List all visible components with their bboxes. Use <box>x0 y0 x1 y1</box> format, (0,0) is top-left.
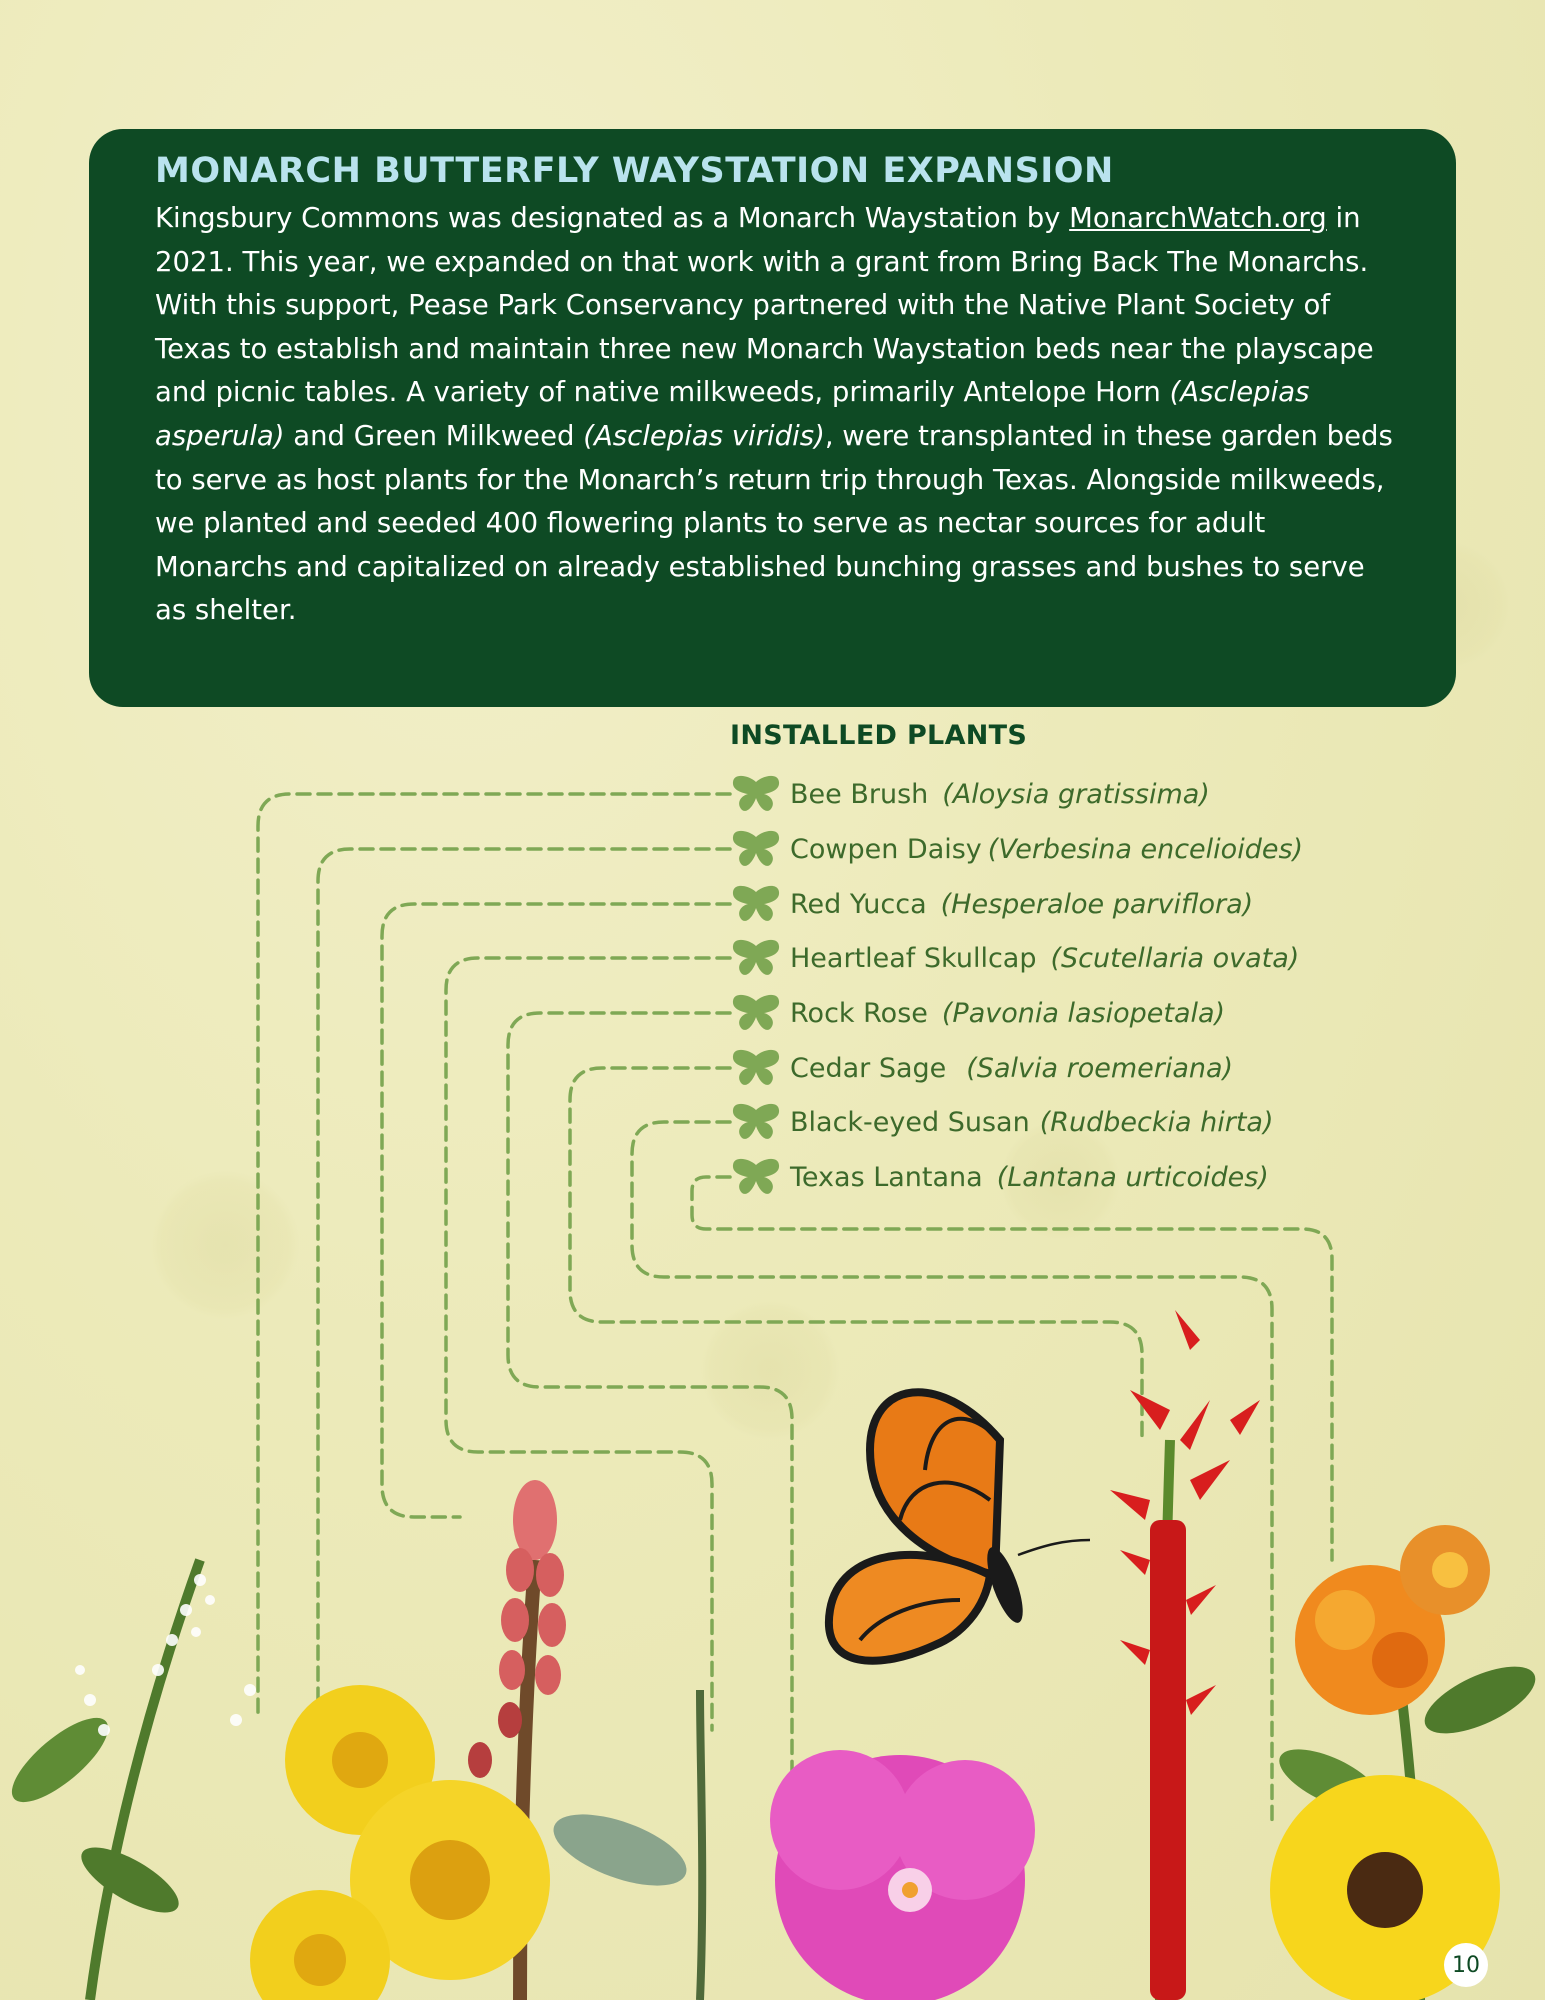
plant-scientific-name: (Aloysia gratissima) <box>942 778 1210 810</box>
body-text: Kingsbury Commons was designated as a Monarch Waystation by <box>155 202 1070 234</box>
monarchwatch-link[interactable]: MonarchWatch.org <box>1069 202 1327 234</box>
plant-common-name: Cowpen Daisy <box>790 833 982 865</box>
plant-scientific-name: (Salvia roemeriana) <box>966 1052 1234 1084</box>
plant-common-name: Cedar Sage <box>790 1052 947 1084</box>
plant-common-name: Texas Lantana <box>790 1161 983 1193</box>
plant-common-name: Black-eyed Susan <box>790 1106 1030 1138</box>
plant-common-name: Rock Rose <box>790 997 928 1029</box>
article-title: MONARCH BUTTERFLY WAYSTATION EXPANSION <box>155 151 1114 191</box>
plant-scientific-name: (Verbesina encelioides) <box>987 833 1304 865</box>
body-text: and Green Milkweed <box>284 419 584 452</box>
installed-plants-title: INSTALLED PLANTS <box>730 720 1028 751</box>
page-number: 10 <box>1444 1943 1488 1987</box>
plant-scientific-name: (Rudbeckia hirta) <box>1039 1106 1274 1138</box>
rock-rose <box>770 1750 1035 2000</box>
monarch-butterfly-icon <box>829 1392 1090 1661</box>
body-text: , were transplanted in these garden beds to serve as host plants for the Monarch’s return trip through Texas. Alongside milkweeds, we planted and seeded 400 flowering plants to serve as nectar sources for adult Monarchs and capitalized on already established bunching grasses and bushes to serve as shelter. <box>155 419 1393 627</box>
cedar-sage <box>1110 1310 1260 2000</box>
plant-common-name: Heartleaf Skullcap <box>790 942 1037 974</box>
scientific-name: (Asclepias viridis) <box>583 419 825 452</box>
plant-scientific-name: (Lantana urticoides) <box>996 1161 1269 1193</box>
red-yucca <box>468 1480 566 1778</box>
plant-common-name: Red Yucca <box>790 888 927 920</box>
plant-scientific-name: (Pavonia lasiopetala) <box>941 997 1226 1029</box>
scientific-name: (Asclepias asperula) <box>155 376 1310 452</box>
body-text: in 2021. This year, we expanded on that work with a grant from Bring Back The Monarchs. With this support, Pease Park Conservancy partnered with the Native Plant Society of Texas to establish and maintain three new Monarch Waystation beds near the playscape and picnic tables. A variety of native milkweeds, primarily Antelope Horn <box>155 202 1374 409</box>
plant-scientific-name: (Hesperaloe parviflora) <box>940 888 1254 920</box>
plant-scientific-name: (Scutellaria ovata) <box>1050 942 1300 974</box>
plant-common-name: Bee Brush <box>790 778 929 810</box>
